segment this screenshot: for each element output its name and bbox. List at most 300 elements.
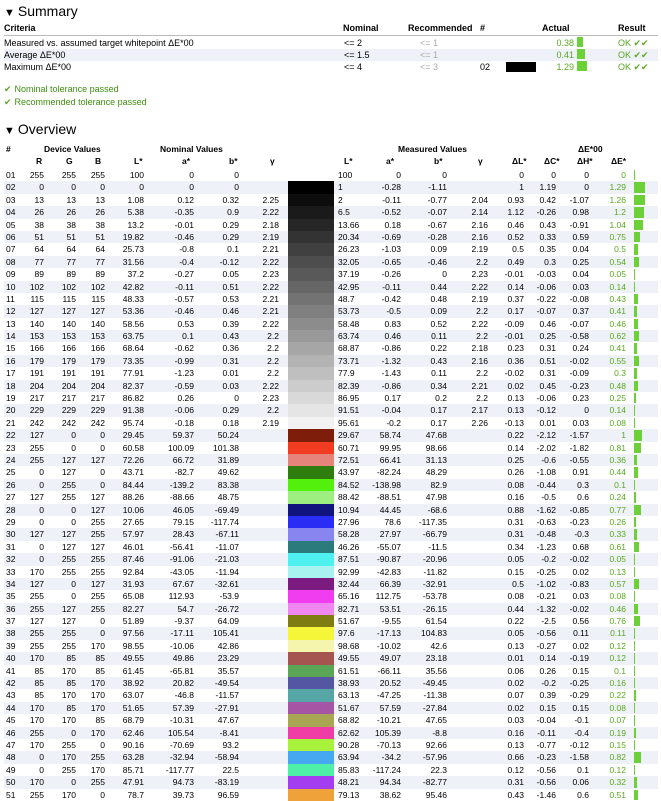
nominal-l: 10.06 — [122, 504, 144, 515]
delta-l: -0.13 — [504, 417, 524, 428]
overview-row — [4, 417, 658, 429]
delta-l: 0.49 — [507, 256, 524, 267]
nominal-b: 0.46 — [222, 306, 239, 317]
nominal-gamma: 2.2 — [267, 368, 279, 379]
delta-c: -0.77 — [536, 739, 556, 750]
nominal-header: Nominal — [343, 23, 379, 33]
device-g: 255 — [61, 479, 76, 490]
delta-e: 1 — [621, 430, 626, 441]
nominal-b: -11.94 — [215, 566, 239, 577]
overview-row — [4, 194, 658, 206]
color-swatch — [288, 342, 334, 354]
nominal-a: -0.4 — [179, 256, 194, 267]
nominal-b: 64.09 — [217, 616, 239, 627]
delta-c: -0.23 — [536, 752, 556, 763]
measured-b: 98.66 — [425, 442, 447, 453]
nominal-a: 66.72 — [172, 454, 194, 465]
nominal-l: 92.84 — [122, 566, 144, 577]
color-swatch — [288, 640, 334, 652]
b-column-header: b* — [229, 156, 238, 166]
delta-h: -0.3 — [574, 529, 589, 540]
nominal-a: 49.86 — [172, 653, 194, 664]
device-g: 255 — [61, 739, 76, 750]
delta-h: -1.07 — [569, 194, 589, 205]
nominal-l: 91.38 — [122, 405, 144, 416]
overview-row — [4, 789, 658, 801]
overview-row — [4, 516, 658, 528]
overview-row — [4, 268, 658, 280]
device-r: 255 — [29, 442, 44, 453]
nominal-a: -10.31 — [169, 715, 194, 726]
device-g: 140 — [61, 318, 76, 329]
color-swatch — [288, 751, 334, 763]
color-swatch — [288, 442, 334, 454]
device-g: 115 — [62, 293, 76, 304]
measured-a: 58.74 — [379, 430, 401, 441]
criteria-text: Measured vs. assumed target whitepoint ΔE*00 — [4, 38, 194, 48]
nominal-gamma: 2.18 — [262, 219, 279, 230]
measured-gamma: 2.14 — [471, 207, 488, 218]
device-g: 217 — [61, 393, 76, 404]
delta-e-bar — [634, 418, 635, 428]
nominal-l: 46.01 — [122, 541, 144, 552]
delta-c: 0.14 — [539, 653, 556, 664]
delta-e: 0.33 — [609, 529, 626, 540]
device-b: 255 — [90, 170, 105, 180]
measured-a: 0.83 — [384, 318, 401, 329]
nominal-b: -27.91 — [214, 702, 239, 713]
delta-h: 0.91 — [572, 467, 589, 478]
measured-l: 42.95 — [338, 281, 360, 292]
nominal-a: -0.57 — [174, 293, 194, 304]
color-swatch — [288, 491, 334, 503]
delta-h: -0.1 — [574, 715, 589, 726]
overview-section-title[interactable]: ▼ Overview — [4, 121, 77, 137]
measured-b: 47.98 — [425, 492, 447, 503]
overview-group-header-row — [4, 144, 658, 155]
delta-c: 0.15 — [539, 702, 556, 713]
overview-row — [4, 466, 658, 478]
delta-e: 0.46 — [609, 603, 626, 614]
patch-number: 38 — [6, 628, 16, 639]
result-value: OK ✔✔ — [618, 38, 649, 48]
measured-b: 0.44 — [430, 281, 447, 292]
device-g: 179 — [61, 355, 76, 366]
measured-a: 105.39 — [375, 727, 401, 738]
nominal-b: 22.5 — [222, 764, 239, 775]
measured-a: -34.2 — [381, 752, 401, 763]
overview-row — [4, 454, 658, 466]
nominal-gamma: 2.21 — [262, 293, 279, 304]
delta-c: -1.23 — [536, 541, 556, 552]
delta-c: -0.2 — [541, 678, 556, 689]
measured-a: -0.5 — [386, 306, 401, 317]
device-g: 0 — [71, 430, 76, 441]
device-b: 85 — [95, 653, 105, 664]
measured-gamma: 2.26 — [471, 417, 488, 428]
delta-c: -0.06 — [536, 281, 556, 292]
delta-c: -1.46 — [536, 789, 556, 800]
device-b: 127 — [90, 578, 105, 589]
measured-gamma: 2.2 — [476, 256, 488, 267]
delta-l: -0.01 — [504, 331, 524, 342]
delta-h: 0 — [584, 405, 589, 416]
device-r: 0 — [39, 479, 44, 490]
nominal-l: 42.82 — [122, 281, 144, 292]
delta-e: 0.16 — [609, 678, 626, 689]
nominal-l: 73.35 — [122, 355, 144, 366]
measured-l: 63.94 — [338, 752, 360, 763]
disclosure-triangle-icon[interactable]: ▼ — [4, 125, 15, 137]
delta-e-bar — [634, 666, 635, 676]
overview-row — [4, 776, 658, 788]
device-g: 255 — [61, 170, 76, 180]
nominal-a: 67.67 — [172, 578, 194, 589]
delta-l: 0.08 — [507, 479, 524, 490]
num-header: # — [6, 144, 11, 154]
nominal-a: 112.93 — [168, 591, 194, 602]
nominal-b: -0.12 — [219, 256, 239, 267]
device-b: 170 — [90, 640, 105, 651]
nominal-passed-message: ✔ Nominal tolerance passed — [4, 84, 119, 94]
nominal-a: -46.8 — [174, 690, 194, 701]
device-r: 115 — [30, 293, 44, 304]
measured-b: 0 — [442, 269, 447, 280]
delta-h: 0 — [584, 170, 589, 180]
delta-e-bar — [634, 294, 638, 304]
delta-c: 0.26 — [539, 665, 556, 676]
device-g: 89 — [66, 269, 76, 280]
measured-a: -1.32 — [381, 355, 401, 366]
delta-c: -2.5 — [541, 616, 556, 627]
recommended-value: <= 1 — [420, 38, 439, 48]
measured-l: 88.42 — [338, 492, 360, 503]
disclosure-triangle-icon[interactable]: ▼ — [4, 7, 15, 19]
actual-value: 0.38 — [556, 38, 574, 48]
delta-e: 0.36 — [609, 454, 626, 465]
device-b: 0 — [100, 467, 105, 478]
nominal-b: 83.38 — [217, 479, 239, 490]
device-r: 13 — [34, 194, 44, 205]
recommended-value: <= 1 — [420, 50, 439, 60]
device-g: 255 — [61, 628, 76, 639]
delta-c: -1.62 — [536, 504, 556, 515]
color-swatch — [288, 714, 334, 726]
measured-a: 112.75 — [375, 591, 401, 602]
delta-c: -0.07 — [536, 306, 556, 317]
measured-a: 27.97 — [379, 529, 401, 540]
measured-b: -0.07 — [427, 207, 447, 218]
nominal-a: -0.46 — [174, 306, 194, 317]
nominal-b: 0.1 — [227, 244, 239, 255]
delta-e: 0.12 — [609, 764, 626, 775]
nominal-a: -10.06 — [169, 640, 194, 651]
hash-header: # — [480, 23, 486, 33]
color-swatch — [288, 305, 334, 317]
measured-a: -0.11 — [382, 281, 401, 292]
nominal-a: -1.23 — [174, 368, 194, 379]
device-b: 255 — [90, 603, 105, 614]
delta-c: 0.01 — [539, 417, 556, 428]
device-b: 255 — [90, 554, 105, 565]
delta-h: -0.91 — [569, 219, 589, 230]
delta-e: 0.81 — [609, 442, 626, 453]
device-r: 0 — [39, 764, 44, 775]
device-b: 255 — [90, 752, 105, 763]
delta-h: 0.04 — [572, 244, 589, 255]
delta-e: 0.32 — [609, 777, 626, 788]
patch-number: 49 — [6, 764, 16, 775]
overview-row — [4, 504, 658, 516]
color-swatch — [288, 578, 334, 590]
measured-b: 0 — [442, 170, 447, 180]
patch-number: 27 — [6, 492, 16, 503]
delta-c: 0.31 — [539, 343, 556, 354]
result-header: Result — [618, 23, 646, 33]
delta-e: 0.05 — [609, 269, 626, 280]
delta-h: -0.09 — [569, 368, 589, 379]
device-g: 85 — [66, 678, 76, 689]
delta-e-bar — [634, 443, 641, 453]
measured-l: 29.67 — [338, 430, 360, 441]
delta-e: 0.43 — [609, 293, 626, 304]
device-g: 127 — [61, 467, 76, 478]
delta-l: -0.09 — [504, 318, 524, 329]
color-swatch — [288, 566, 334, 578]
delta-l: 0.37 — [507, 293, 524, 304]
measured-gamma: 2.19 — [471, 244, 488, 255]
delta-c: -0.63 — [536, 516, 556, 527]
measured-b: -27.84 — [422, 702, 447, 713]
delta-e-bar — [634, 282, 635, 292]
nominal-gamma: 2.23 — [262, 269, 279, 280]
device-r: 170 — [29, 702, 44, 713]
device-r: 85 — [34, 678, 44, 689]
measured-l: 48.21 — [338, 777, 360, 788]
device-r: 64 — [34, 244, 44, 255]
patch-number: 29 — [6, 516, 16, 527]
device-r: 127 — [29, 616, 44, 627]
nominal-a: -0.62 — [174, 343, 194, 354]
color-swatch — [288, 404, 334, 416]
device-g: 170 — [61, 789, 76, 800]
nominal-l: 60.58 — [122, 442, 144, 453]
delta-h: 0.15 — [572, 702, 589, 713]
delta-l: 0.13 — [507, 640, 524, 651]
delta-e-bar — [634, 207, 644, 217]
color-swatch — [288, 367, 334, 379]
delta-c: 0.3 — [544, 256, 556, 267]
nominal-l: 62.46 — [122, 727, 144, 738]
delta-e-bar — [634, 678, 635, 688]
measured-a: -1.43 — [381, 368, 401, 379]
measured-l: 48.7 — [338, 293, 355, 304]
delta-c: 0.31 — [539, 368, 556, 379]
patch-number: 16 — [6, 355, 16, 366]
color-swatch — [288, 615, 334, 627]
nominal-a: -117.77 — [165, 764, 194, 775]
gamma-column-header: γ — [270, 156, 275, 166]
color-swatch — [288, 528, 334, 540]
nominal-b: 48.75 — [217, 492, 239, 503]
delta-e: 0.12 — [609, 653, 626, 664]
measured-l: 38.93 — [338, 678, 360, 689]
summary-section-title[interactable]: ▼ Summary — [4, 3, 78, 19]
measured-l: 2 — [338, 194, 343, 205]
delta-h: 0.23 — [572, 393, 589, 404]
device-r: 229 — [29, 405, 44, 416]
nominal-b: 35.57 — [217, 665, 239, 676]
delta-l: 0.13 — [507, 405, 524, 416]
delta-e-bar — [634, 579, 639, 589]
measured-b: 47.68 — [425, 430, 447, 441]
overview-row — [4, 677, 658, 689]
nominal-l: 68.64 — [122, 343, 144, 354]
delta-h: 0.59 — [572, 231, 589, 242]
device-g: 127 — [61, 541, 76, 552]
nominal-l: 65.08 — [122, 591, 144, 602]
measured-b: -26.15 — [422, 603, 447, 614]
nominal-gamma: 2.23 — [262, 393, 279, 404]
nominal-values-header: Nominal Values — [160, 144, 223, 154]
measured-b: -0.67 — [427, 219, 447, 230]
device-g: 242 — [61, 417, 76, 428]
device-r: 170 — [29, 566, 44, 577]
delta-e-bar — [634, 653, 635, 663]
delta-l: 0.02 — [507, 380, 524, 391]
nominal-l: 95.74 — [122, 417, 144, 428]
nominal-a: 0.12 — [177, 194, 194, 205]
dE-column-header: ΔE* — [611, 156, 627, 166]
nominal-b: -11.57 — [215, 690, 239, 701]
nominal-b: 50.24 — [217, 430, 239, 441]
patch-number: 18 — [6, 380, 16, 391]
color-swatch — [288, 243, 334, 255]
measured-a: -9.55 — [381, 616, 401, 627]
delta-h: 0.68 — [572, 541, 589, 552]
delta-h: 0.03 — [572, 281, 589, 292]
delta-l: 0.16 — [507, 727, 524, 738]
nominal-b: -117.74 — [210, 516, 239, 527]
summary-row — [4, 49, 658, 61]
nominal-a: 57.39 — [172, 702, 194, 713]
measured-l: 86.95 — [338, 393, 360, 404]
delta-l: 0.14 — [507, 442, 524, 453]
nominal-gamma: 2.2 — [267, 331, 279, 342]
patch-number: 41 — [6, 665, 16, 676]
nominal-b: 0.39 — [222, 318, 239, 329]
device-b: 127 — [90, 541, 105, 552]
mgamma-column-header: γ — [478, 156, 483, 166]
patch-number: 36 — [6, 603, 16, 614]
delta-h: 0.25 — [572, 256, 589, 267]
delta-l: 0.31 — [507, 529, 524, 540]
patch-number: 01 — [6, 170, 16, 180]
measured-a: -0.04 — [381, 405, 401, 416]
color-swatch — [288, 268, 334, 280]
delta-e-bar — [634, 715, 635, 725]
device-g: 170 — [61, 752, 76, 763]
B-column-header: B — [95, 156, 102, 166]
nominal-b: -21.03 — [214, 554, 239, 565]
color-swatch — [288, 219, 334, 231]
delta-e: 0.07 — [609, 715, 626, 726]
delta-l: 1 — [519, 182, 524, 193]
device-g: 51 — [66, 231, 76, 242]
measured-a: 66.39 — [379, 578, 401, 589]
delta-l: -0.01 — [504, 269, 524, 280]
measured-l: 53.73 — [338, 306, 360, 317]
nominal-a: -91.06 — [169, 554, 194, 565]
measured-a: -90.87 — [376, 554, 401, 565]
measured-gamma: 2.18 — [471, 343, 488, 354]
measured-a: -17.13 — [376, 628, 401, 639]
delta-h: -0.25 — [569, 678, 589, 689]
measured-a: 0 — [396, 170, 401, 180]
delta-e: 0.5 — [614, 244, 626, 255]
device-r: 127 — [29, 430, 44, 441]
patch-number: 09 — [6, 269, 16, 280]
delta-e: 0.12 — [609, 640, 626, 651]
measured-b: 0.17 — [430, 417, 447, 428]
delta-c: -0.04 — [536, 715, 556, 726]
measured-a: -88.51 — [376, 492, 401, 503]
device-b: 26 — [95, 207, 105, 218]
device-r: 255 — [29, 170, 44, 180]
device-b: 170 — [90, 702, 105, 713]
delta-h: 0.04 — [572, 269, 589, 280]
device-r: 255 — [29, 603, 44, 614]
device-b: 179 — [90, 355, 105, 366]
mL-column-header: L* — [344, 156, 353, 166]
delta-e-bar — [634, 542, 639, 552]
nominal-b: -32.61 — [214, 578, 239, 589]
measured-b: -82.77 — [422, 777, 447, 788]
measured-a: -0.86 — [381, 343, 401, 354]
device-r: 166 — [29, 343, 44, 354]
delta-e-bar — [634, 616, 640, 626]
nominal-l: 38.92 — [122, 678, 144, 689]
device-b: 102 — [90, 281, 105, 292]
color-swatch — [288, 603, 334, 615]
delta-e-bar — [634, 244, 638, 254]
measured-l: 37.19 — [338, 269, 360, 280]
delta-e: 1.2 — [614, 207, 626, 218]
device-b: 85 — [95, 715, 105, 726]
nominal-l: 53.36 — [122, 306, 144, 317]
patch-number: 37 — [6, 616, 16, 627]
delta-h: -0.29 — [569, 690, 589, 701]
nominal-a: -0.01 — [174, 219, 194, 230]
nominal-value: <= 4 — [344, 62, 363, 72]
device-b: 127 — [90, 454, 105, 465]
measured-b: -68.6 — [427, 504, 447, 515]
device-g: 64 — [66, 244, 76, 255]
nominal-b: 42.86 — [217, 640, 239, 651]
device-r: 0 — [39, 182, 44, 193]
measured-l: 85.83 — [338, 764, 360, 775]
overview-row — [4, 739, 658, 751]
patch-number: 05 — [6, 219, 16, 230]
delta-l: 0.13 — [507, 739, 524, 750]
measured-a: -10.21 — [376, 715, 401, 726]
device-g: 166 — [61, 343, 76, 354]
delta-c: -1.02 — [536, 578, 556, 589]
color-swatch — [288, 541, 334, 553]
overview-row — [4, 751, 658, 763]
device-b: 217 — [90, 393, 105, 404]
overview-row — [4, 442, 658, 454]
